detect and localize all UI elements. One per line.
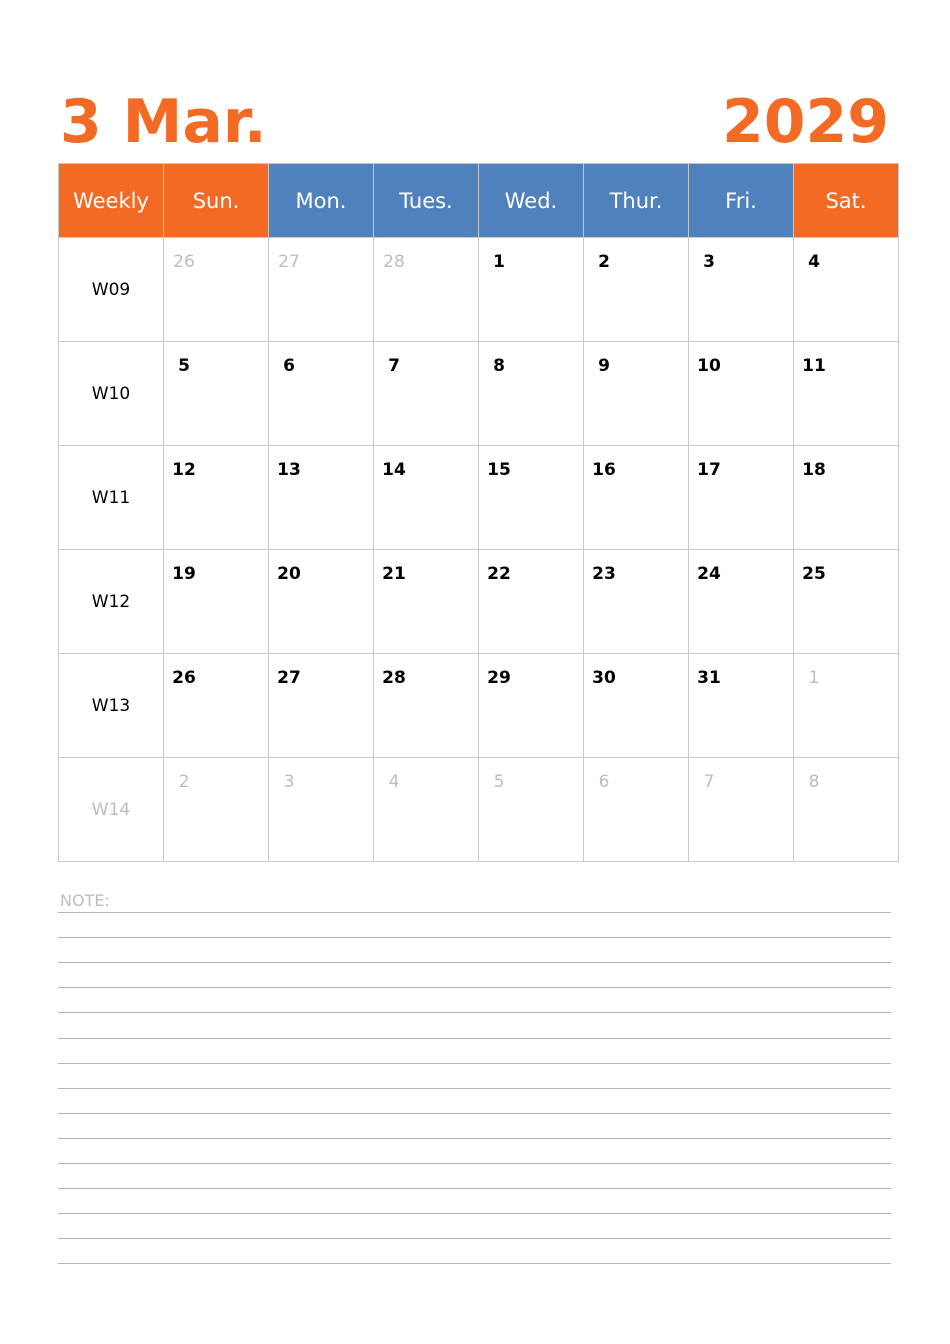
day-number: 2: [178, 772, 190, 792]
day-cell[interactable]: [164, 654, 269, 758]
day-cell[interactable]: [689, 654, 794, 758]
day-cell[interactable]: [269, 654, 374, 758]
day-cell[interactable]: [479, 446, 584, 550]
day-number: 2: [598, 252, 610, 272]
title-year: 2029: [722, 87, 889, 157]
week-row: [59, 446, 899, 550]
note-line: [58, 1063, 891, 1064]
day-cell[interactable]: [164, 758, 269, 862]
day-cell[interactable]: [584, 446, 689, 550]
day-number: 7: [703, 772, 715, 792]
header-sun: Sun.: [164, 164, 269, 238]
day-cell[interactable]: [479, 654, 584, 758]
day-number: 6: [598, 772, 610, 792]
day-number: 27: [278, 252, 300, 272]
day-number: 17: [697, 460, 721, 480]
week-number: W13: [59, 654, 164, 758]
day-cell[interactable]: [479, 550, 584, 654]
day-cell[interactable]: [584, 758, 689, 862]
day-cell[interactable]: [269, 446, 374, 550]
day-number: 1: [808, 668, 820, 688]
day-cell[interactable]: [374, 550, 479, 654]
day-number: 28: [383, 252, 405, 272]
day-cell[interactable]: [479, 342, 584, 446]
day-number: 20: [277, 564, 301, 584]
week-number: W12: [59, 550, 164, 654]
day-cell[interactable]: [374, 654, 479, 758]
header-row: [59, 164, 899, 238]
header-weekly: Weekly: [59, 164, 164, 238]
day-cell[interactable]: [794, 446, 899, 550]
day-cell[interactable]: [689, 758, 794, 862]
note-line: [58, 1213, 891, 1214]
day-number: 7: [388, 356, 400, 376]
day-number: 11: [802, 356, 826, 376]
header-mon: Mon.: [269, 164, 374, 238]
day-number: 29: [487, 668, 511, 688]
day-cell[interactable]: [584, 342, 689, 446]
week-number: W09: [59, 238, 164, 342]
week-row: [59, 550, 899, 654]
header-sat: Sat.: [794, 164, 899, 238]
day-number: 5: [178, 356, 190, 376]
header-fri: Fri.: [689, 164, 794, 238]
day-cell[interactable]: [269, 758, 374, 862]
note-line: [58, 962, 891, 963]
day-cell[interactable]: [584, 654, 689, 758]
day-number: 26: [173, 252, 195, 272]
day-number: 13: [277, 460, 301, 480]
note-line: [58, 1113, 891, 1114]
note-line: [58, 1188, 891, 1189]
note-line: [58, 1163, 891, 1164]
day-cell[interactable]: [374, 758, 479, 862]
day-cell[interactable]: [374, 238, 479, 342]
header-wed: Wed.: [479, 164, 584, 238]
day-cell[interactable]: [584, 238, 689, 342]
day-number: 1: [493, 252, 505, 272]
note-line: [58, 937, 891, 938]
day-number: 12: [172, 460, 196, 480]
day-number: 26: [172, 668, 196, 688]
day-number: 15: [487, 460, 511, 480]
day-cell[interactable]: [164, 550, 269, 654]
day-number: 21: [382, 564, 406, 584]
day-cell[interactable]: [164, 238, 269, 342]
day-number: 18: [802, 460, 826, 480]
day-cell[interactable]: [794, 758, 899, 862]
header-thu: Thur.: [584, 164, 689, 238]
day-cell[interactable]: [689, 342, 794, 446]
week-row: [59, 654, 899, 758]
day-cell[interactable]: [794, 550, 899, 654]
note-line: [58, 1038, 891, 1039]
day-cell[interactable]: [479, 758, 584, 862]
day-number: 14: [382, 460, 406, 480]
day-cell[interactable]: [269, 238, 374, 342]
day-number: 16: [592, 460, 616, 480]
header-tue: Tues.: [374, 164, 479, 238]
day-cell[interactable]: [269, 342, 374, 446]
day-cell[interactable]: [164, 342, 269, 446]
day-number: 3: [283, 772, 295, 792]
note-line: [58, 1012, 891, 1013]
week-number: W11: [59, 446, 164, 550]
day-number: 4: [808, 252, 820, 272]
calendar-grid: [58, 163, 899, 862]
day-number: 3: [703, 252, 715, 272]
day-cell[interactable]: [689, 238, 794, 342]
day-number: 9: [598, 356, 610, 376]
week-row: [59, 238, 899, 342]
day-cell[interactable]: [794, 238, 899, 342]
day-number: 4: [388, 772, 400, 792]
day-number: 28: [382, 668, 406, 688]
week-row: [59, 342, 899, 446]
day-number: 19: [172, 564, 196, 584]
day-number: 25: [802, 564, 826, 584]
day-number: 23: [592, 564, 616, 584]
note-line: [58, 987, 891, 988]
day-number: 5: [493, 772, 505, 792]
day-cell[interactable]: [689, 446, 794, 550]
day-cell[interactable]: [689, 550, 794, 654]
week-number: W14: [59, 758, 164, 862]
day-number: 30: [592, 668, 616, 688]
title-month: 3 Mar.: [60, 87, 267, 157]
day-number: 6: [283, 356, 295, 376]
note-line: [58, 1263, 891, 1264]
day-number: 22: [487, 564, 511, 584]
weeks-body: [59, 238, 899, 862]
day-cell[interactable]: [584, 550, 689, 654]
day-cell[interactable]: [794, 654, 899, 758]
note-line: [58, 912, 891, 913]
day-number: 27: [277, 668, 301, 688]
day-number: 8: [808, 772, 820, 792]
note-label: NOTE:: [60, 891, 110, 910]
week-number: W10: [59, 342, 164, 446]
day-cell[interactable]: [479, 238, 584, 342]
note-line: [58, 1238, 891, 1239]
day-number: 31: [697, 668, 721, 688]
note-line: [58, 1088, 891, 1089]
day-number: 10: [697, 356, 721, 376]
day-number: 8: [493, 356, 505, 376]
day-cell[interactable]: [794, 342, 899, 446]
day-cell[interactable]: [374, 342, 479, 446]
week-row: [59, 758, 899, 862]
day-cell[interactable]: [269, 550, 374, 654]
day-number: 24: [697, 564, 721, 584]
note-line: [58, 1138, 891, 1139]
day-cell[interactable]: [164, 446, 269, 550]
day-cell[interactable]: [374, 446, 479, 550]
